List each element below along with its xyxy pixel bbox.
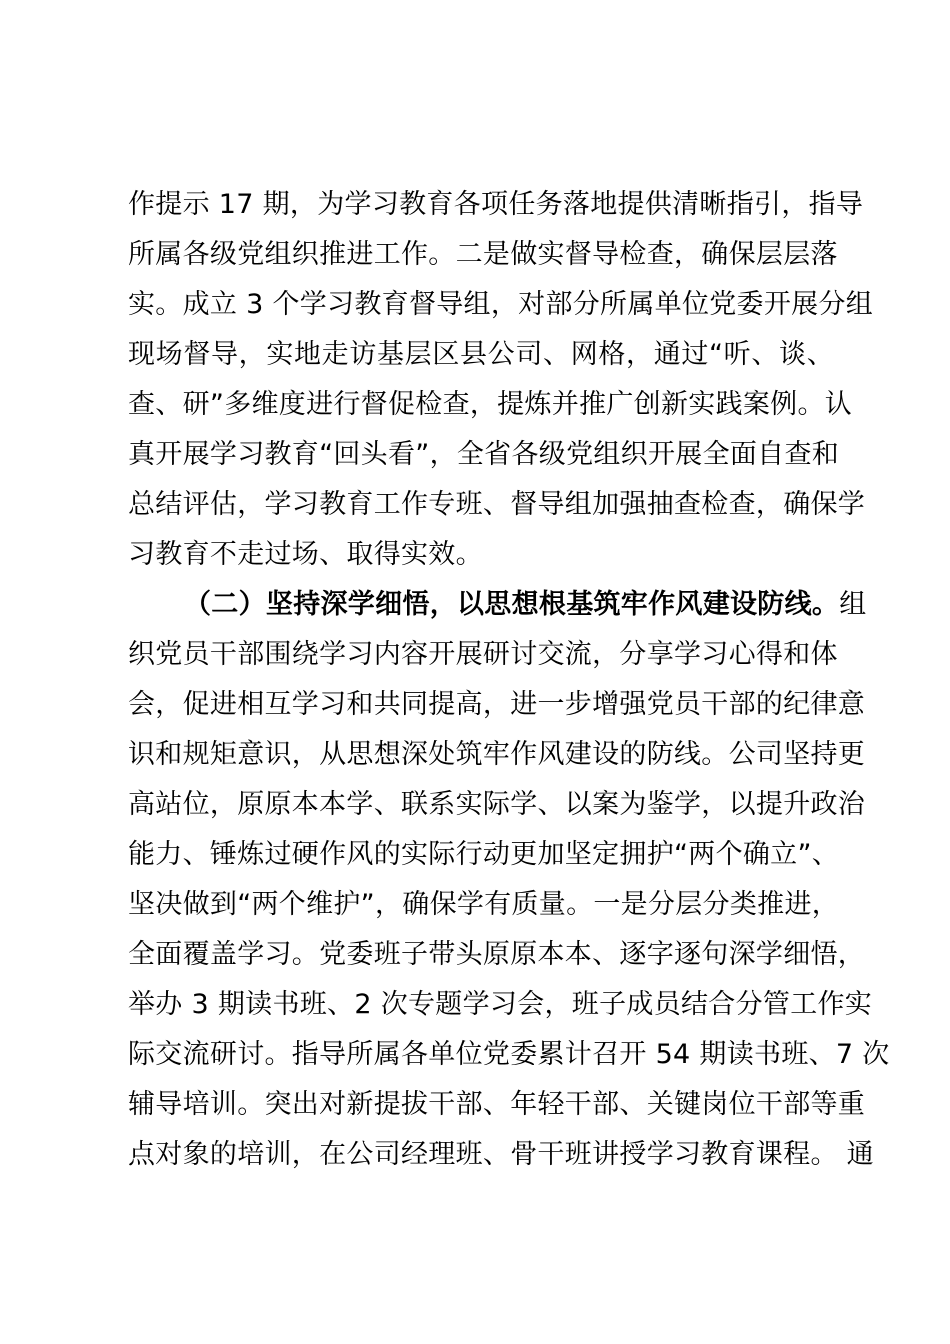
section-heading: （二）坚持深学细悟，以思想根基筑牢作风建设防线。 [184, 589, 840, 620]
text-line: 辅导培训。突出对新提拔干部、年轻干部、关键岗位干部等重 [128, 1089, 866, 1120]
text-line: 习教育不走过场、取得实效。 [128, 539, 483, 570]
text-line: 举办 3 期读书班、2 次专题学习会，班子成员结合分管工作实 [128, 989, 873, 1020]
text-line: 点对象的培训，在公司经理班、骨干班讲授学习教育课程。 通 [128, 1139, 874, 1170]
heading-line-tail: 组 [839, 589, 867, 620]
text-line: 识和规矩意识，从思想深处筑牢作风建设的防线。公司坚持更 [128, 739, 866, 770]
paragraph-deep-study [128, 582, 890, 1182]
text-line: 能力、锤炼过硬作风的实际行动更加坚定拥护“两个确立”、 [128, 839, 840, 870]
section-heading-line [128, 582, 867, 632]
text-line: 际交流研讨。指导所属各单位党委累计召开 54 期读书班、7 次 [128, 1039, 890, 1070]
document-body [128, 182, 890, 1182]
paragraph-supervision [128, 182, 874, 582]
text-line: 查、研”多维度进行督促检查，提炼并推广创新实践案例。认 [128, 389, 853, 420]
text-line: 实。成立 3 个学习教育督导组，对部分所属单位党委开展分组 [128, 289, 874, 320]
text-line: 高站位，原原本本学、联系实际学、以案为鉴学，以提升政治 [128, 789, 866, 820]
text-line: 坚决做到“两个维护”，确保学有质量。一是分层分类推进， [128, 889, 840, 920]
text-line: 所属各级党组织推进工作。二是做实督导检查，确保层层落 [128, 239, 838, 270]
text-line: 全面覆盖学习。党委班子带头原原本本、逐字逐句深学细悟， [128, 939, 866, 970]
text-line: 织党员干部围绕学习内容开展研讨交流，分享学习心得和体 [128, 639, 838, 670]
text-line: 总结评估，学习教育工作专班、督导组加强抽查检查，确保学 [128, 489, 866, 520]
text-line: 会，促进相互学习和共同提高，进一步增强党员干部的纪律意 [128, 689, 866, 720]
text-line: 真开展学习教育“回头看”，全省各级党组织开展全面自查和 [128, 439, 840, 470]
text-line: 现场督导，实地走访基层区县公司、网格，通过“听、谈、 [128, 339, 834, 370]
text-line: 作提示 17 期，为学习教育各项任务落地提供清晰指引，指导 [128, 189, 864, 220]
